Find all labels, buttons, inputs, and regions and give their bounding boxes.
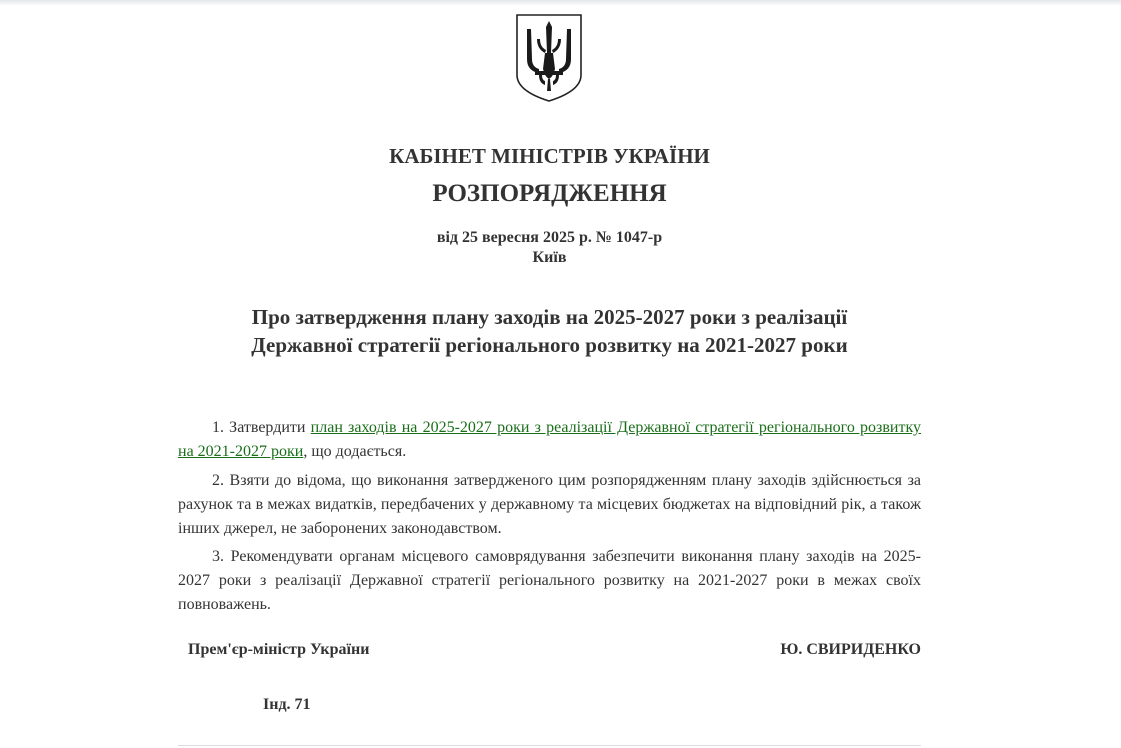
document-type: РОЗПОРЯДЖЕННЯ xyxy=(432,180,667,207)
paragraph-2: 2. Взяти до відома, що виконання затвердженого цим розпорядженням плану заходів здійснюється за рахунок та в межах видатків, передбачених у державному та місцевих бюджетах на відповідний рік, а також інших джерел, не заборонених законодавством. xyxy=(178,472,921,537)
coat-of-arms-icon xyxy=(515,13,583,103)
document xyxy=(178,0,921,748)
paragraph-1 xyxy=(178,416,921,464)
divider xyxy=(178,745,921,746)
date-and-number: від 25 вересня 2025 р. № 1047-р xyxy=(436,229,663,246)
signer-name: Ю. СВИРИДЕНКО xyxy=(780,641,921,658)
paragraph-1-prefix: 1. Затвердити xyxy=(212,419,311,436)
paragraph-3: 3. Рекомендувати органам місцевого самоврядування забезпечити виконання плану заходів на 2025-2027 роки з реалізації Державної стратегії регіонального розвитку на 2021-2027 роки в межах своїх повноважень. xyxy=(178,548,921,613)
signer-position: Прем'єр-міністр України xyxy=(188,641,370,658)
document-index: Інд. 71 xyxy=(263,696,311,713)
paragraph-1-suffix: , що додається. xyxy=(303,443,407,460)
organization-name: КАБІНЕТ МІНІСТРІВ УКРАЇНИ xyxy=(389,144,710,168)
plan-link[interactable]: план заходів на 2025-2027 роки з реалізації Державної стратегії регіонального розвитку на 2021-2027 роки xyxy=(178,419,922,460)
city: Київ xyxy=(532,249,567,266)
document-title: Про затвердження плану заходів на 2025-2027 роки з реалізації Державної стратегії регіонального розвитку на 2021-2027 роки xyxy=(251,305,848,357)
